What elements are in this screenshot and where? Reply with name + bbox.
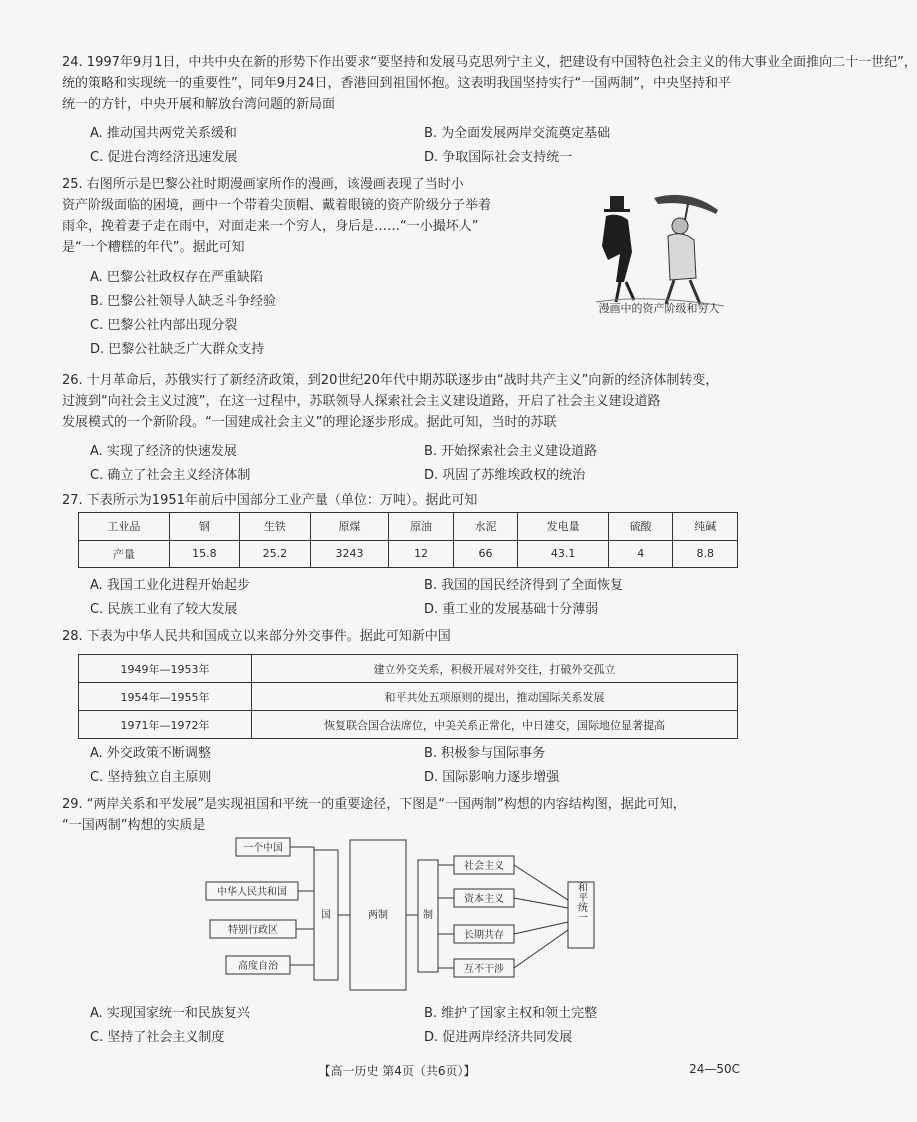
table-cell: 8.8 bbox=[673, 540, 738, 568]
table-cell: 原煤 bbox=[310, 513, 389, 541]
hat-brim bbox=[604, 209, 630, 212]
question-26 bbox=[62, 370, 738, 433]
q29-line-2: “一国两制”构想的实质是 bbox=[62, 818, 206, 833]
table-cell: 纯碱 bbox=[673, 513, 738, 541]
footer-page-label: 【高一历史 第4页（共6页）】 bbox=[318, 1064, 476, 1078]
diagram-label: 资本主义 bbox=[464, 894, 504, 905]
table-cell: 硫酸 bbox=[608, 513, 672, 541]
table-cell: 原油 bbox=[389, 513, 453, 541]
q27-option-a: A. 我国工业化进程开始起步 bbox=[90, 578, 250, 593]
diplomacy-table bbox=[78, 654, 738, 739]
table-cell-event: 和平共处五项原则的提出，推动国际关系发展 bbox=[252, 683, 738, 711]
one-country-two-systems-diagram bbox=[196, 830, 616, 1000]
table-row bbox=[79, 711, 738, 739]
table-cell: 工业品 bbox=[79, 513, 170, 541]
diagram-label: 中华人民共和国 bbox=[217, 887, 287, 898]
poor-man-figure bbox=[668, 234, 696, 280]
table-cell: 43.1 bbox=[518, 540, 609, 568]
bourgeois-figure bbox=[602, 215, 632, 282]
q26-line-3: 发展模式的一个新阶段。“一国建成社会主义”的理论逐步形成。据此可知，当时的苏联 bbox=[62, 415, 557, 430]
q27-option-b: B. 我国的国民经济得到了全面恢复 bbox=[424, 578, 624, 593]
diagram-label: 一个中国 bbox=[243, 843, 283, 854]
table-row bbox=[79, 655, 738, 683]
question-24 bbox=[62, 52, 917, 115]
table-cell: 25.2 bbox=[240, 540, 310, 568]
q25-option-a: A. 巴黎公社政权存在严重缺陷 bbox=[90, 270, 263, 285]
table-cell: 4 bbox=[608, 540, 672, 568]
q26-option-a: A. 实现了经济的快速发展 bbox=[90, 444, 237, 459]
q24-line-1: 24. 1997年9月1日，中共中央在新的形势下作出要求“要坚持和发展马克思列宁主义，把建设有中国特色社会主义的伟大事业全面推向二十一世纪”， bbox=[62, 55, 917, 70]
table-cell: 生铁 bbox=[240, 513, 310, 541]
q25-option-d: D. 巴黎公社缺乏广大群众支持 bbox=[90, 342, 265, 357]
diagram-label: 和平统一 bbox=[575, 882, 587, 922]
q24-line-3: 统一的方针，中央开展和解放台湾问题的新局面 bbox=[62, 97, 336, 112]
table-cell: 产量 bbox=[79, 540, 170, 568]
q29-option-a: A. 实现国家统一和民族复兴 bbox=[90, 1006, 250, 1021]
question-27 bbox=[62, 490, 738, 511]
page-footer bbox=[0, 1062, 794, 1079]
q26-option-d: D. 巩固了苏维埃政权的统治 bbox=[424, 468, 586, 483]
q27-option-d: D. 重工业的发展基础十分薄弱 bbox=[424, 602, 599, 617]
table-cell: 3243 bbox=[310, 540, 389, 568]
diagram-label: 国 bbox=[321, 910, 331, 921]
q25-option-b: B. 巴黎公社领导人缺乏斗争经验 bbox=[90, 294, 277, 309]
diagram-label: 长期共存 bbox=[464, 930, 504, 941]
q26-option-c: C. 确立了社会主义经济体制 bbox=[90, 468, 251, 483]
q24-option-c: C. 促进台湾经济迅速发展 bbox=[90, 150, 238, 165]
q27-line: 27. 下表所示为1951年前后中国部分工业产量（单位：万吨）。据此可知 bbox=[62, 493, 478, 508]
q24-option-d: D. 争取国际社会支持统一 bbox=[424, 150, 573, 165]
table-cell-event: 建立外交关系，积极开展对外交往，打破外交孤立 bbox=[252, 655, 738, 683]
table-cell: 水泥 bbox=[453, 513, 517, 541]
q29-option-c: C. 坚持了社会主义制度 bbox=[90, 1030, 225, 1045]
cartoon-caption: 漫画中的资产阶级和穷人 bbox=[598, 302, 720, 315]
q26-line-1: 26. 十月革命后，苏俄实行了新经济政策，到20世纪20年代中期苏联逐步由“战时共产主义”向新的经济体制转变， bbox=[62, 373, 719, 388]
diagram-label: 高度自治 bbox=[238, 961, 278, 972]
q27-option-c: C. 民族工业有了较大发展 bbox=[90, 602, 238, 617]
footer-code: 24—50C bbox=[689, 1062, 740, 1076]
table-cell: 12 bbox=[389, 540, 453, 568]
q29-option-d: D. 促进两岸经济共同发展 bbox=[424, 1030, 573, 1045]
production-table bbox=[78, 512, 738, 568]
q24-option-a: A. 推动国共两党关系缓和 bbox=[90, 126, 237, 141]
q28-line: 28. 下表为中华人民共和国成立以来部分外交事件。据此可知新中国 bbox=[62, 629, 451, 644]
q26-option-b: B. 开始探索社会主义建设道路 bbox=[424, 444, 598, 459]
table-cell-event: 恢复联合国合法席位，中美关系正常化，中日建交，国际地位显著提高 bbox=[252, 711, 738, 739]
q24-option-b: B. 为全面发展两岸交流奠定基础 bbox=[424, 126, 611, 141]
table-cell: 发电量 bbox=[518, 513, 609, 541]
question-25 bbox=[62, 174, 578, 258]
table-row bbox=[79, 513, 738, 541]
diagram-label: 特别行政区 bbox=[228, 925, 278, 936]
q29-option-b: B. 维护了国家主权和领土完整 bbox=[424, 1006, 598, 1021]
diagram-label: 社会主义 bbox=[464, 861, 504, 872]
diagram-label: 互不干涉 bbox=[464, 964, 504, 975]
table-row bbox=[79, 683, 738, 711]
question-28 bbox=[62, 626, 738, 647]
table-row bbox=[79, 540, 738, 568]
table-cell-period: 1954年—1955年 bbox=[79, 683, 252, 711]
diagram-label: 制 bbox=[423, 910, 433, 921]
table-cell-period: 1949年—1953年 bbox=[79, 655, 252, 683]
table-cell: 66 bbox=[453, 540, 517, 568]
q28-option-c: C. 坚持独立自主原则 bbox=[90, 770, 212, 785]
q25-line-2: 资产阶级面临的困境，画中一个带着尖顶帽、戴着眼镜的资产阶级分子举着 bbox=[62, 198, 492, 213]
diagram-label: 两制 bbox=[368, 910, 388, 921]
top-hat bbox=[610, 196, 624, 210]
q26-line-2: 过渡到“向社会主义过渡”，在这一过程中，苏联领导人探索社会主义建设道路，开启了社会主义建设道路 bbox=[62, 394, 661, 409]
table-cell-period: 1971年—1972年 bbox=[79, 711, 252, 739]
q25-line-1: 25. 右图所示是巴黎公社时期漫画家所作的漫画，该漫画表现了当时小 bbox=[62, 177, 464, 192]
q25-line-4: 是“一个糟糕的年代”。据此可知 bbox=[62, 240, 245, 255]
q28-option-b: B. 积极参与国际事务 bbox=[424, 746, 546, 761]
cartoon-illustration bbox=[584, 180, 734, 320]
q28-option-d: D. 国际影响力逐步增强 bbox=[424, 770, 560, 785]
q28-option-a: A. 外交政策不断调整 bbox=[90, 746, 211, 761]
q29-line-1: 29. “两岸关系和平发展”是实现祖国和平统一的重要途径，下图是“一国两制”构想的内容结构图，据此可知， bbox=[62, 797, 686, 812]
table-cell: 钢 bbox=[169, 513, 239, 541]
q25-option-c: C. 巴黎公社内部出现分裂 bbox=[90, 318, 238, 333]
q24-line-2: 统的策略和实现统一的重要性”，同年9月24日，香港回到祖国怀抱。这表明我国坚持实行“一国两制”，中央坚持和平 bbox=[62, 76, 732, 91]
table-cell: 15.8 bbox=[169, 540, 239, 568]
q25-line-3: 雨伞，挽着妻子走在雨中，对面走来一个穷人，身后是……“一小撮坏人” bbox=[62, 219, 479, 234]
